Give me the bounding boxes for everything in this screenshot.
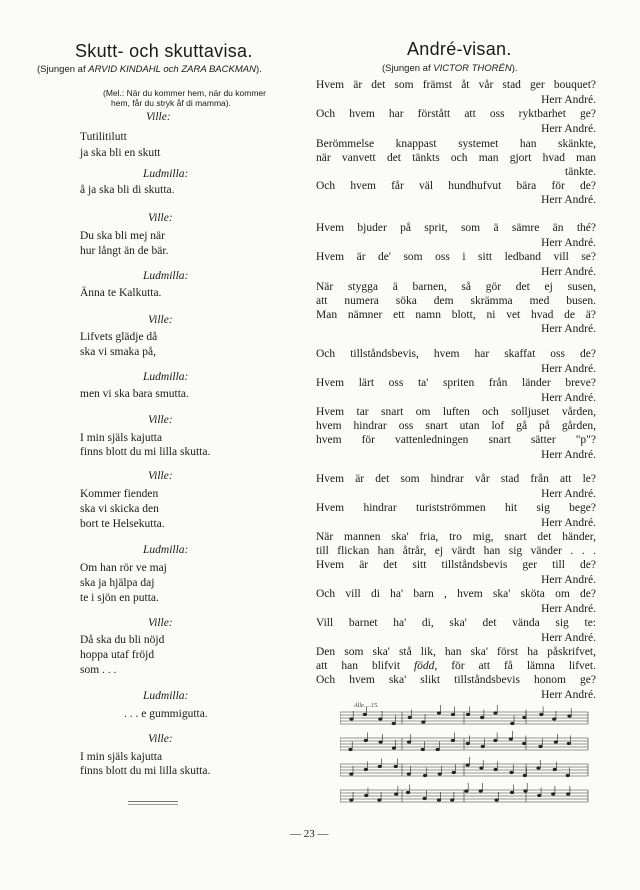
refrain: Herr André.	[541, 237, 596, 249]
note-head	[350, 718, 354, 721]
note-head	[350, 773, 354, 776]
page-number: — 23 —	[290, 828, 329, 840]
verse-line: hur långt än de bär.	[80, 245, 169, 257]
refrain: Herr André.	[541, 689, 596, 701]
note-head	[551, 793, 555, 796]
note-head	[510, 771, 514, 774]
note-head	[379, 741, 383, 744]
verse-line: hoppa utaf fröjd	[80, 649, 155, 661]
note-head	[378, 799, 382, 802]
song-line: Hvem är det som hindrar vår stad från att le?	[316, 473, 596, 485]
note-head	[407, 741, 411, 744]
note-head	[436, 748, 440, 751]
verse-line: som . . .	[80, 664, 117, 676]
refrain: Herr André.	[541, 323, 596, 335]
note-head	[451, 713, 455, 716]
verse-line: finns blott du mi lilla skutta.	[80, 765, 211, 777]
note-head	[466, 764, 470, 767]
verse-line: Du ska bli mej när	[80, 230, 165, 242]
song-line: tänkte.	[565, 166, 596, 178]
song-line: När mannen ska' fria, tro mig, snart det händer,	[316, 531, 596, 543]
left-song-performers: (Sjungen af ARVID KINDAHL och ZARA BACKMAN).	[37, 64, 262, 75]
speaker: Ludmilla:	[143, 690, 189, 702]
note-head	[466, 713, 470, 716]
note-head	[523, 716, 527, 719]
divider	[128, 801, 178, 802]
song-line: Berömmelse knappast systemet han skänkte,	[316, 138, 596, 150]
left-song-title: Skutt- och skuttavisa.	[75, 41, 253, 61]
verse-line: ska vi smaka på,	[80, 346, 157, 358]
note-head	[465, 790, 469, 793]
song-line: Hvem hindrar turistströmmen hit sig bege?	[316, 502, 596, 514]
note-head	[451, 739, 455, 742]
note-head	[350, 799, 354, 802]
song-line: Och hvem får väl hundhufvut bära för de?	[316, 180, 596, 192]
song-line: hvem för vattenledningen snart sätter "p"?	[316, 434, 596, 446]
refrain: Herr André.	[541, 392, 596, 404]
verse-line: ska ja hjälpa daj	[80, 577, 155, 589]
note-head	[568, 715, 572, 718]
speaker: Ludmilla:	[143, 270, 189, 282]
note-head	[538, 794, 542, 797]
verse-line: finns blott du mi lilla skutta.	[80, 446, 211, 458]
note-head	[494, 768, 498, 771]
speaker: Ville:	[148, 314, 173, 326]
note-head	[494, 739, 498, 742]
refrain: Herr André.	[541, 603, 596, 615]
note-head	[363, 713, 367, 716]
note-head	[364, 768, 368, 771]
song-line: hvem hindrar oss snart utan lof gå på gården,	[316, 420, 596, 432]
note-head	[553, 768, 557, 771]
melody-note: (Mel.: När du kommer hem, när du kommer hem, får du stryk åf di mamma).	[103, 88, 266, 108]
note-head	[378, 765, 382, 768]
song-line: Den som ska' stå lik, han ska' först ha påskrifvet,	[316, 646, 596, 658]
note-head	[452, 771, 456, 774]
note-head	[523, 774, 527, 777]
note-head	[423, 797, 427, 800]
note-head	[480, 716, 484, 719]
note-head	[510, 791, 514, 794]
speaker: Ville:	[148, 212, 173, 224]
song-line: När stygga ä barnen, så gör det ej susen,	[316, 281, 596, 293]
note-head	[539, 745, 543, 748]
song-line: Och vill di ha' barn , hvem ska' sköta om de?	[316, 588, 596, 600]
note-head	[392, 722, 396, 725]
verse-line: . . . e gummigutta.	[124, 708, 208, 720]
song-line: Hvem är det sitt tillståndsbevis ger till de?	[316, 559, 596, 571]
song-line: Hvem lärt oss ta' spriten från länder breve?	[316, 377, 596, 389]
song-line: att han blifvit född, för att få lämna lifvet.	[316, 660, 596, 672]
note-head	[554, 741, 558, 744]
note-head	[407, 773, 411, 776]
note-head	[392, 747, 396, 750]
speaker: Ludmilla:	[143, 544, 189, 556]
song-line: Man nämner ett namn blott, ni vet hvad de ä?	[316, 309, 596, 321]
song-line: att numera söka dem skrämma med busen.	[316, 295, 596, 307]
verse-line: Då ska du bli nöjd	[80, 634, 165, 646]
speaker: Ville:	[148, 733, 173, 745]
note-head	[437, 799, 441, 802]
refrain: Herr André.	[541, 123, 596, 135]
song-line: Hvem är de' som oss i sitt ledband vill se?	[316, 251, 596, 263]
note-head	[408, 716, 412, 719]
speaker: Ville:	[146, 111, 171, 123]
song-line: Och tillståndsbevis, hvem har skaffat oss de?	[316, 348, 596, 360]
note-head	[394, 765, 398, 768]
note-head	[479, 790, 483, 793]
song-line: Hvem bjuder på sprit, som ä sämre än thé?	[316, 222, 596, 234]
note-head	[566, 793, 570, 796]
note-head	[406, 791, 410, 794]
divider	[128, 804, 178, 805]
note-head	[450, 799, 454, 802]
verse-line: Lifvets glädje då	[80, 331, 158, 343]
right-song-performers: (Sjungen af VICTOR THORÉN).	[382, 63, 518, 74]
note-head	[540, 713, 544, 716]
note-head	[422, 721, 426, 724]
refrain: Herr André.	[541, 363, 596, 375]
song-line: till flickan han åtrår, ej värdt han sig vänder . . .	[316, 545, 596, 557]
refrain: Herr André.	[541, 574, 596, 586]
song-line: Hvem är det som främst åt vår stad ger bouquet?	[316, 79, 596, 91]
song-line: Och hvem ska' slikt tillståndsbevis honom ge?	[316, 674, 596, 686]
note-head	[552, 718, 556, 721]
note-head	[364, 739, 368, 742]
refrain: Herr André.	[541, 449, 596, 461]
sheet-music	[340, 698, 590, 816]
note-head	[511, 722, 515, 725]
verse-line: men vi ska bara smutta.	[80, 388, 189, 400]
note-head	[480, 767, 484, 770]
verse-line: I min själs kajutta	[80, 432, 163, 444]
note-head	[494, 712, 498, 715]
refrain: Herr André.	[541, 632, 596, 644]
tempo-marking: Alle. ...15.	[354, 703, 379, 709]
note-head	[537, 767, 541, 770]
speaker: Ludmilla:	[143, 371, 189, 383]
verse-line: ja ska bli en skutt	[80, 147, 161, 159]
verse-line: ska vi skicka den	[80, 503, 159, 515]
verse-line: te i sjön en putta.	[80, 592, 159, 604]
song-line: Vill barnet ha' di, ska' det vända sig te:	[316, 617, 596, 629]
note-head	[509, 738, 513, 741]
note-head	[349, 748, 353, 751]
note-head	[437, 712, 441, 715]
right-song-title: André-visan.	[407, 39, 512, 59]
note-head	[438, 773, 442, 776]
note-head	[522, 742, 526, 745]
verse-line: bort te Helsekutta.	[80, 518, 165, 530]
verse-line: Tutilitilutt	[80, 131, 127, 143]
refrain: Herr André.	[541, 266, 596, 278]
refrain: Herr André.	[541, 488, 596, 500]
song-line: när vanvett det tänkts och man gjort hvad man	[316, 152, 596, 164]
speaker: Ville:	[148, 617, 173, 629]
note-head	[394, 793, 398, 796]
refrain: Herr André.	[541, 94, 596, 106]
song-line: Och hvem har förstått att oss ryktbarhet ge?	[316, 108, 596, 120]
speaker: Ville:	[148, 470, 173, 482]
verse-line: Kommer fienden	[80, 488, 159, 500]
note-head	[566, 774, 570, 777]
song-line: Hvem tar snart om luften och solljuset vården,	[316, 406, 596, 418]
speaker: Ludmilla:	[143, 168, 189, 180]
verse-line: I min själs kajutta	[80, 751, 163, 763]
note-head	[423, 774, 427, 777]
verse-line: Änna te Kalkutta.	[80, 287, 162, 299]
note-head	[364, 794, 368, 797]
note-head	[495, 799, 499, 802]
note-head	[524, 790, 528, 793]
refrain: Herr André.	[541, 194, 596, 206]
refrain: Herr André.	[541, 517, 596, 529]
speaker: Ville:	[148, 414, 173, 426]
verse-line: å ja ska bli di skutta.	[80, 184, 175, 196]
note-head	[421, 748, 425, 751]
note-head	[466, 742, 470, 745]
verse-line: Om han rör ve maj	[80, 562, 167, 574]
note-head	[567, 742, 571, 745]
note-head	[379, 718, 383, 721]
note-head	[481, 745, 485, 748]
